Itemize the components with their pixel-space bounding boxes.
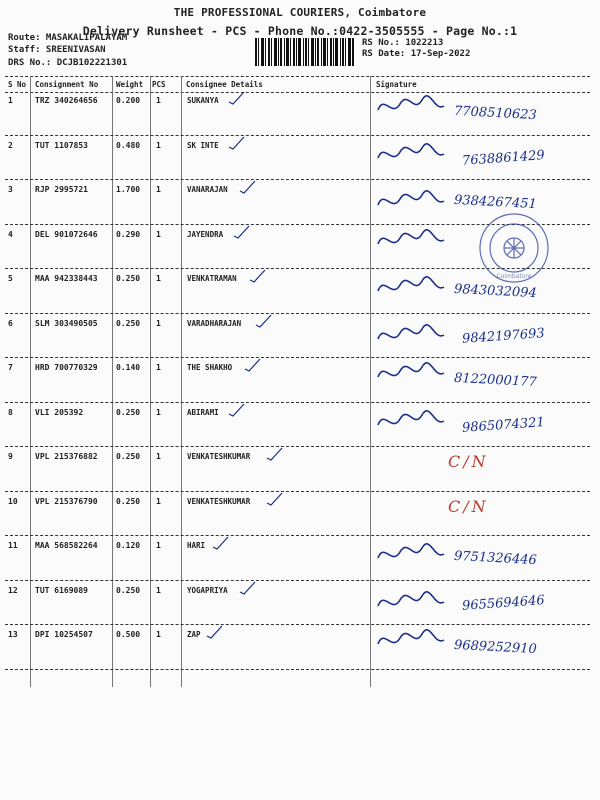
handwritten-note: 9751326446: [453, 548, 538, 569]
signature-cell: [370, 620, 595, 671]
row-consignment-no: TUT 6169089: [35, 585, 88, 595]
row-sno: 6: [8, 318, 13, 328]
row-pcs: 1: [156, 407, 161, 417]
row-sno: 8: [8, 407, 13, 417]
row-sno: 13: [8, 630, 18, 639]
handwritten-note: 9655694646: [461, 592, 546, 614]
check-tick-icon: [205, 624, 225, 640]
handwritten-note: 7708510623: [453, 103, 538, 124]
handwritten-note: 9843032094: [453, 281, 538, 302]
runsheet-title: Delivery Runsheet - PCS - Phone No.:0422-3505555 - Page No.:1: [82, 24, 518, 38]
signature-cell: [370, 86, 595, 137]
row-consignee: YOGAPRIYA: [187, 585, 228, 595]
barcode-icon: [255, 38, 355, 66]
row-pcs: 1: [156, 274, 161, 283]
signature-cell: [370, 531, 595, 582]
handwritten-note: 8122000177: [453, 370, 538, 391]
row-pcs: 1: [156, 318, 161, 328]
handwritten-note: 9384267451: [453, 192, 538, 213]
check-tick-icon: [265, 491, 285, 507]
row-weight: 0.480: [116, 140, 141, 150]
check-tick-icon: [211, 535, 231, 551]
row-consignee: VENKATESHKUMAR: [187, 452, 251, 461]
row-consignment-no: HRD 700770329: [35, 363, 98, 372]
check-tick-icon: [265, 446, 285, 462]
row-sno: 7: [8, 363, 13, 372]
row-consignment-no: VPL 215376882: [35, 452, 98, 461]
row-weight: 0.250: [116, 318, 141, 328]
row-consignee: HARI: [187, 541, 206, 550]
handwritten-note: 9842197693: [461, 325, 546, 347]
route-label: Route: MASAKALIPALAYAM: [8, 33, 128, 43]
row-consignee: JAYENDRA: [187, 229, 224, 239]
column-divider: [150, 76, 151, 687]
row-weight: 0.140: [116, 363, 141, 372]
row-pcs: 1: [156, 630, 161, 639]
row-sno: 4: [8, 229, 13, 239]
rs-number: RS No.: 1022213: [362, 38, 444, 48]
signature-cell: [370, 487, 595, 538]
svg-text:Coimbatore: Coimbatore: [496, 273, 532, 280]
row-pcs: 1: [156, 363, 161, 372]
row-pcs: 1: [156, 496, 161, 506]
row-consignment-no: MAA 568582264: [35, 541, 98, 550]
row-consignee: SK INTE: [187, 140, 219, 150]
col-sno-header: S No: [8, 80, 27, 89]
row-consignment-no: DPI 10254507: [35, 630, 93, 639]
row-pcs: 1: [156, 452, 161, 461]
row-pcs: 1: [156, 185, 161, 194]
row-consignment-no: TUT 1107853: [35, 140, 88, 150]
row-weight: 0.250: [116, 274, 141, 283]
col-consignment-header: Consignment No: [35, 80, 99, 89]
signature-cell: [370, 576, 595, 627]
row-weight: 0.200: [116, 96, 141, 105]
row-sno: 5: [8, 274, 13, 283]
signature-cell: [370, 398, 595, 449]
handwritten-note: 9865074321: [461, 414, 546, 436]
row-pcs: 1: [156, 229, 161, 239]
col-pcs-header: PCS: [152, 80, 166, 89]
row-pcs: 1: [156, 585, 161, 595]
company-title: THE PROFESSIONAL COURIERS, Coimbatore: [173, 6, 427, 19]
row-weight: 0.250: [116, 452, 141, 461]
signature-cell: [370, 353, 595, 404]
handwritten-note: C/N: [448, 496, 489, 516]
check-tick-icon: [243, 357, 263, 373]
drs-label: DRS No.: DCJB102221301: [8, 58, 128, 68]
row-separator: [5, 669, 590, 670]
handwritten-note: C/N: [448, 452, 489, 471]
row-consignee: THE SHAKHO: [187, 363, 233, 372]
row-consignment-no: MAA 942338443: [35, 274, 98, 283]
seal-stamp-icon: [478, 212, 550, 284]
check-tick-icon: [238, 580, 258, 596]
row-consignment-no: VPL 215376790: [35, 496, 98, 506]
check-tick-icon: [227, 402, 247, 418]
row-pcs: 1: [156, 96, 161, 105]
handwritten-note: 7638861429: [461, 147, 546, 169]
check-tick-icon: [248, 268, 268, 284]
row-consignment-no: DEL 901072646: [35, 229, 98, 239]
check-tick-icon: [227, 135, 247, 151]
row-consignment-no: SLM 303490505: [35, 318, 98, 328]
signature-cell: [370, 442, 595, 493]
row-sno: 9: [8, 452, 13, 461]
column-divider: [181, 76, 182, 687]
row-sno: 10: [8, 496, 18, 506]
row-sno: 3: [8, 185, 13, 194]
row-weight: 0.250: [116, 407, 141, 417]
check-tick-icon: [238, 179, 258, 195]
check-tick-icon: [232, 224, 252, 240]
row-consignment-no: VLI 205392: [35, 407, 84, 417]
col-consignee-header: Consignee Details: [186, 80, 263, 89]
row-consignee: VANARAJAN: [187, 185, 228, 194]
header-top-rule: [5, 76, 590, 77]
row-consignee: VARADHARAJAN: [187, 318, 242, 328]
col-signature-header: Signature: [376, 80, 417, 89]
row-sno: 2: [8, 140, 13, 150]
handwritten-note: 9689252910: [453, 637, 538, 658]
row-consignment-no: RJP 2995721: [35, 185, 88, 194]
signature-cell: [370, 131, 595, 182]
staff-label: Staff: SREENIVASAN: [8, 45, 106, 55]
row-consignee: VENKATESHKUMAR: [187, 496, 251, 506]
row-weight: 0.290: [116, 229, 141, 239]
row-consignment-no: TRZ 340264656: [35, 96, 98, 105]
check-tick-icon: [254, 313, 274, 329]
row-weight: 0.120: [116, 541, 141, 550]
column-divider: [112, 76, 113, 687]
row-weight: 0.250: [116, 585, 141, 595]
col-weight-header: Weight: [116, 80, 144, 89]
row-sno: 11: [8, 541, 18, 550]
row-consignee: VENKATRAMAN: [187, 274, 237, 283]
row-sno: 1: [8, 96, 13, 105]
signature-cell: [370, 309, 595, 360]
row-weight: 1.700: [116, 185, 141, 194]
row-consignee: ABIRAMI: [187, 407, 219, 417]
row-pcs: 1: [156, 140, 161, 150]
check-tick-icon: [227, 90, 247, 106]
row-sno: 12: [8, 585, 18, 595]
column-divider: [30, 76, 31, 687]
row-weight: 0.500: [116, 630, 141, 639]
row-weight: 0.250: [116, 496, 141, 506]
row-consignee: SUKANYA: [187, 96, 219, 105]
row-consignee: ZAP: [187, 630, 201, 639]
row-pcs: 1: [156, 541, 161, 550]
rs-date: RS Date: 17-Sep-2022: [362, 49, 471, 59]
